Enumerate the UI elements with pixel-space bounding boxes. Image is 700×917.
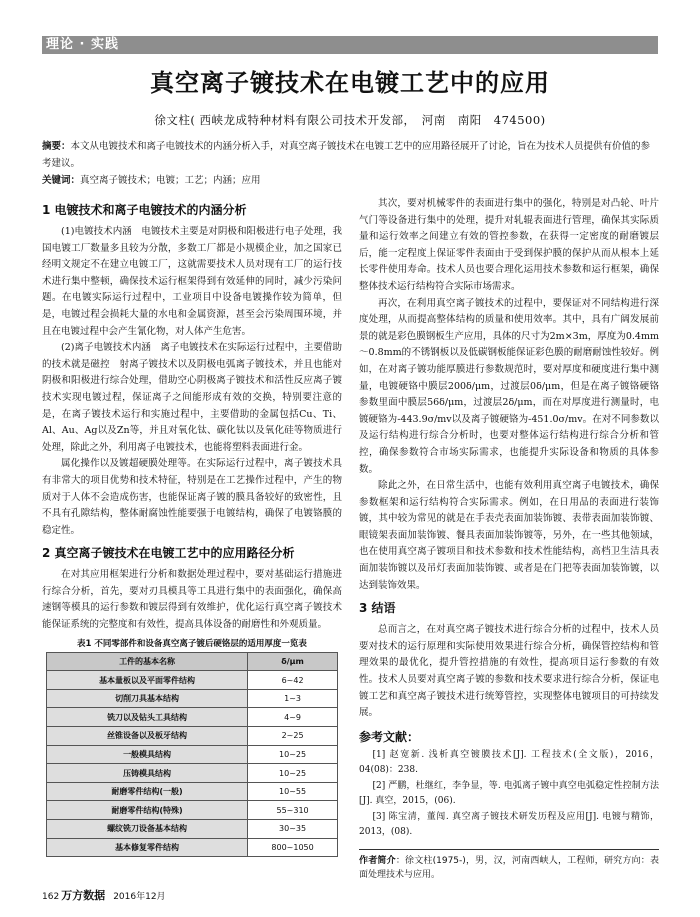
issue-date: 2016年12月 — [113, 892, 166, 902]
keywords-text: 真空离子镀技术；电镀；工艺；内涵；应用 — [80, 175, 261, 186]
abstract — [42, 138, 658, 172]
table-row — [47, 782, 338, 801]
left-column — [42, 196, 342, 857]
author-intro-label: 作者简介 — [359, 855, 396, 866]
publisher-logo: 万方数据 — [61, 889, 106, 902]
table-cell-value: 1~3 — [248, 689, 338, 708]
table-cell-value: 6~42 — [248, 671, 338, 690]
author-line: 徐文柱( 西峡龙成特种材料有限公司技术开发部， 河南 南阳 474500) — [154, 113, 546, 127]
table-cell-name: 基本量板以及平面零件结构 — [47, 671, 248, 690]
table-row — [47, 689, 338, 708]
references-list — [359, 748, 659, 841]
section-1-paragraph: 属化操作以及镀超硬膜处理等。在实际运行过程中，离子镀技术具有非常大的项目优势和技术特征，特别是在工艺操作过程中，产生的物质对于人体不会造成伤害，也能保证离子镀的膜具备较好的致密性，且不具有孔隙结构，整体耐腐蚀性能要强于电镀结构，确保了电镀铬膜的稳定性。 — [42, 458, 342, 536]
section-1-heading: 1 电镀技术和离子电镀技术的内涵分析 — [42, 203, 247, 217]
table-cell-value: 4~9 — [248, 708, 338, 727]
table-row — [47, 671, 338, 690]
article-title: 真空离子镀技术在电镀工艺中的应用 — [150, 69, 550, 97]
keywords-label: 关键词： — [42, 175, 81, 186]
table-cell-name: 耐磨零件结构(特殊) — [47, 801, 248, 820]
reference-item: [1] 赵宽新. 浅析真空镀膜技术[J]. 工程技术(全文版)，2016，04(08)：238. — [359, 749, 659, 776]
table-cell-value: 10~25 — [248, 745, 338, 764]
abstract-text: 本文从电镀技术和离子电镀技术的内涵分析入手，对真空离子镀技术在电镀工艺中的应用路径展开了讨论，旨在为技术人员提供有价值的参考建议。 — [42, 141, 651, 169]
table-row — [47, 764, 338, 783]
section-2-paragraph: 其次，要对机械零件的表面进行集中的强化，特别是对凸轮、叶片气门等设备进行集中的处理，提升对轧辊表面进行管理，确保其实际质量和运行效率之间建立有效的管控参数，在获得一定密度的耐磨镀层后，能一定程度上保证零件表面由于受到保护膜的保护从而从根本上延长零件使用寿命。技术人员也要合理化运用技术参数和运行框架，确保整体技术运行结构符合实际市场需求。 — [359, 198, 659, 292]
reference-item: [3] 陈宝清，董闯. 真空离子镀技术研发历程及应用[J]. 电镀与精饰，2013，(08). — [359, 811, 659, 838]
table-row — [47, 801, 338, 820]
table-row — [47, 708, 338, 727]
reference-item: [2] 严鹏，杜继红，李争显，等. 电弧离子镀中真空电弧稳定性控制方法[J]. 真空，2015，(06). — [359, 780, 659, 807]
table-caption: 表1 不同零部件和设备真空离子镀后硬铬层的适用厚度一览表 — [77, 638, 307, 649]
table-cell-name: 切削刀具基本结构 — [47, 689, 248, 708]
section-banner — [42, 36, 658, 54]
page-number: 162 — [42, 892, 60, 902]
thickness-table — [46, 652, 338, 858]
section-2-paragraph: 在对其应用框架进行分析和数据处理过程中，要对基础运行措施进行综合分析，首先，要对刃具模具等工具进行集中的表面强化，确保高速钢等模具的运行参数和镀层得到有效维护，优化运行真空离子镀技术能保证系统的完整度和有效性，提高具体设备的耐磨性和外观质量。 — [42, 569, 342, 631]
table-cell-name: 压铸模具结构 — [47, 764, 248, 783]
table-cell-name: 一般模具结构 — [47, 745, 248, 764]
table-cell-name: 铣刀以及钻头工具结构 — [47, 708, 248, 727]
section-3-heading: 3 结语 — [359, 601, 396, 616]
table-header-name: 工件的基本名称 — [47, 652, 248, 671]
keywords — [42, 173, 658, 188]
table-row — [47, 745, 338, 764]
table-cell-value: 30~35 — [248, 820, 338, 839]
table-cell-value: 10~25 — [248, 764, 338, 783]
table-cell-name: 丝锥设备以及板牙结构 — [47, 727, 248, 746]
section-banner-label: 理论 · 实践 — [46, 37, 119, 52]
abstract-label: 摘要： — [42, 141, 71, 152]
table-row — [47, 838, 338, 857]
right-column — [359, 196, 659, 882]
table-cell-value: 55~310 — [248, 801, 338, 820]
table-cell-name: 基本修复零件结构 — [47, 838, 248, 857]
page-footer — [42, 887, 166, 903]
table-cell-name: 螺纹铣刀设备基本结构 — [47, 820, 248, 839]
author-intro — [359, 849, 659, 882]
table-cell-value: 800~1050 — [248, 838, 338, 857]
section-1-paragraph: (1)电镀技术内涵 电镀技术主要是对阴极和阳极进行电子处理，我国电镀工厂数量多且较为分散，多数工厂都是小规模企业，加之国家已经明文规定不在建立电镀工厂，这就需要技术人员对现有工厂的运行技术进行集中整顿，确保技术运行框架得到有效延伸的同时，减少污染问题。在电镀实际运行过程中，工业项目中设备电镀操作较为简单，但是，电镀过程会损耗大量的水电和金属资源，甚至会污染周围环境，并且在电镀过程中会产生氰化物，对人体产生危害。 — [42, 226, 342, 337]
section-1-paragraph: (2)离子电镀技术内涵 离子电镀技术在实际运行过程中，主要借助的技术就是磁控 射离子镀技术以及阴极电弧离子镀技术，并且也能对阴极和阳极进行综合处理，借助空心阴极离子镀技术和活性反应离子镀技术实现电镀过程，保证离子之间能形成有效的交换，特别要注意的是，在离子镀技术运行和实施过程中，主要借助的金属包括Cu、Ti、Al、Au、Ag以及Zn等，并且对氧化钛、碳化钛以及氧化硅等物质进行处理，除此之外，利用离子电镀技术，也能将塑料表面进行金。 — [42, 342, 342, 453]
table-header-unit: δ/μm — [248, 652, 338, 671]
table-cell-value: 10~55 — [248, 782, 338, 801]
references-heading: 参考文献： — [359, 729, 420, 744]
section-2-heading: 2 真空离子镀技术在电镀工艺中的应用路径分析 — [42, 546, 295, 561]
author-intro-text: ：徐文柱(1975-)，男，汉，河南西峡人，工程师，研究方向：表面处理技术与应用。 — [359, 855, 659, 880]
section-3-paragraph: 总而言之，在对真空离子镀技术进行综合分析的过程中，技术人员要对技术的运行原理和实际使用效果进行综合分析，确保管控结构和管理效果的最优化，提升管控措施的有效性，提高项目运行参数的有效性。技术人员要对真空离子镀的参数和技术要求进行综合分析，保证电镀工艺和真空离子镀技术进行统筹管控，实现整体电镀项目的可持续发展。 — [359, 624, 659, 719]
table-cell-value: 2~25 — [248, 727, 338, 746]
section-2-paragraph: 再次，在利用真空离子镀技术的过程中，要保证对不同结构进行深度处理，从而提高整体结构的质量和使用效率。其中，具有广阔发展前景的就是彩色膜钢板生产应用，具体的尺寸为2m×3m，厚度为0.4mm～0.8mm的不锈钢板以及低碳钢板能保证彩色膜的耐磨耐蚀性较好。例如，在对离子镀功能厚膜进行参数规范时，要对厚度和硬度进行集中测量，电镀硬铬中膜层200δ/μm，过渡层0δ/μm，但是在离子镀铬硬铬参数里面中膜层56δ/μm，过渡层2δ/μm，而在对厚度进行测量时，电镀硬铬为-443.9σ/mv以及离子镀硬铬为-451.0σ/mv。在对不同参数以及运行结构进行综合分析时，也要对整体运行结构进行综合分析和管控，确保参数符合市场实际需求，也能提升实际设备和物质的具体参数。 — [359, 297, 659, 475]
table-cell-name: 耐磨零件结构(一般) — [47, 782, 248, 801]
table-row — [47, 820, 338, 839]
section-2-paragraph: 除此之外，在日常生活中，也能有效利用真空离子电镀技术，确保参数框架和运行结构符合实际需求。例如，在日用品的表面进行装饰镀，其中较为常见的就是在手表壳表面加装饰镀、表带表面加装饰镀、眼镜架表面加装饰镀、餐具表面加装饰镀等，另外，在一些其他领域，也在使用真空离子镀项目和技术参数和技术性能结构，高档卫生洁具表面加装饰镀以及吊灯表面加装饰镀、或者是在门把等表面加装饰镀，以达到装饰效果。 — [359, 480, 659, 591]
table-row — [47, 727, 338, 746]
